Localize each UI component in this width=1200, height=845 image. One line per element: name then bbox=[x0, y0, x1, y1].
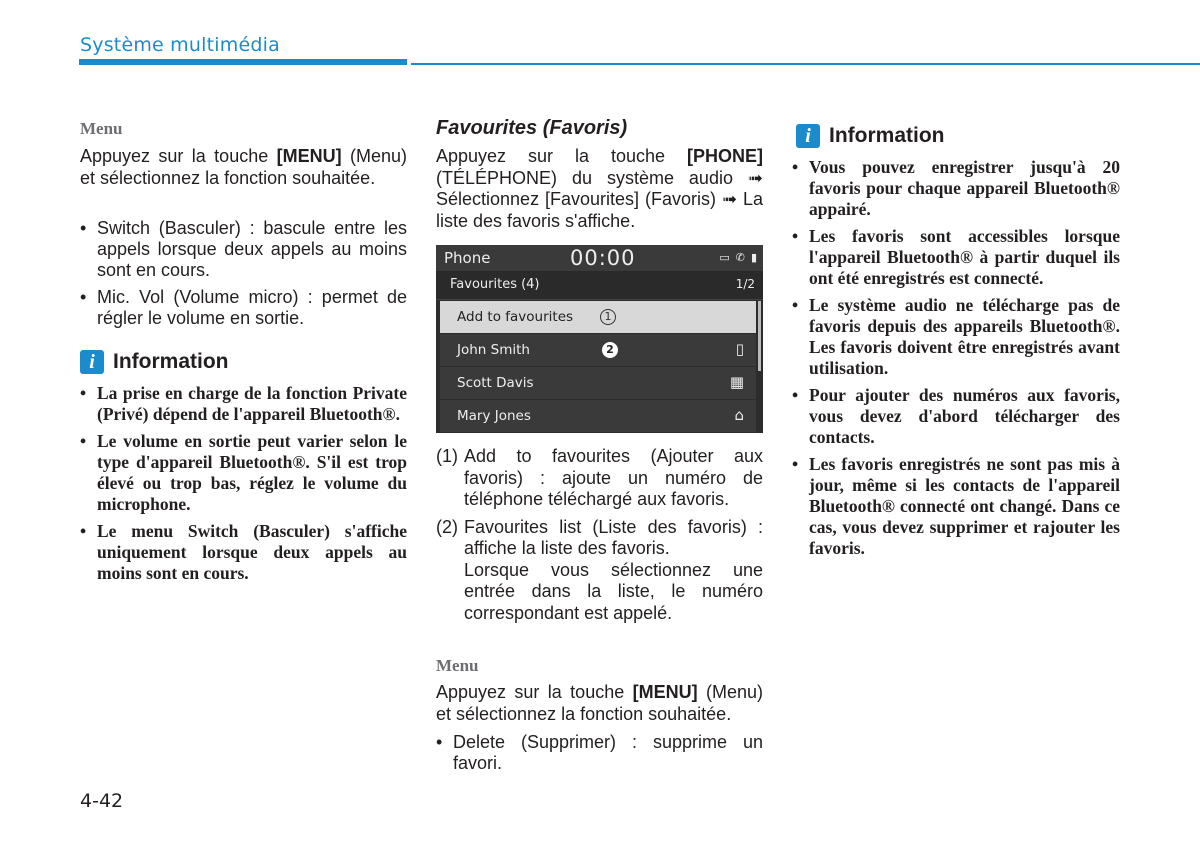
item-text-continued: Lorsque vous sélectionnez une entrée dans la liste, le numéro correspondant est appelé. bbox=[464, 559, 763, 623]
status-icons bbox=[719, 251, 757, 264]
favourites-title: Favourites (Favoris) bbox=[436, 117, 628, 139]
favourite-item-mary-jones[interactable] bbox=[440, 400, 756, 432]
office-building-icon: ▦ bbox=[729, 373, 744, 391]
list-item: • Delete (Supprimer) : supprime un favori. bbox=[436, 732, 763, 774]
info-icon: i bbox=[80, 350, 104, 374]
list-item: • Les favoris sont accessibles lorsque l'appareil Bluetooth® à partir duquel ils ont été enregistrés est connecté. bbox=[792, 226, 1120, 289]
list-item: • Le menu Switch (Basculer) s'affiche uniquement lorsque deux appels au moins sont en cours. bbox=[80, 521, 407, 584]
item-number: (2) bbox=[436, 516, 458, 537]
header-rule-thick bbox=[79, 59, 407, 65]
list-item: • Le volume en sortie peut varier selon le type d'appareil Bluetooth®. S'il est trop élevé ou trop bas, réglez le volume du microphone. bbox=[80, 431, 407, 515]
info-icon: i bbox=[796, 124, 820, 148]
row-label: Scott Davis bbox=[457, 375, 534, 391]
page-indicator: 1/2 bbox=[735, 277, 755, 291]
menu-bullets-2 bbox=[436, 732, 763, 780]
item-text: Add to favourites (Ajouter aux favoris) : ajoute un numéro de téléphone téléchargé aux favoris. bbox=[464, 446, 763, 509]
home-icon: ⌂ bbox=[734, 406, 744, 424]
battery-icon: ▭ bbox=[719, 251, 730, 264]
phone-screen bbox=[436, 245, 763, 433]
screen-top-bar bbox=[436, 245, 763, 271]
page-number: 4-42 bbox=[80, 790, 124, 812]
callout-2: 2 bbox=[602, 342, 618, 358]
list-item bbox=[436, 446, 763, 511]
info-bullets bbox=[80, 383, 407, 590]
page-header-title: Système multimédia bbox=[80, 34, 280, 56]
mobile-phone-icon: ▯ bbox=[735, 340, 744, 358]
list-item: • Mic. Vol (Volume micro) : permet de régler le volume en sortie. bbox=[80, 287, 407, 329]
favourite-item-john-smith[interactable] bbox=[440, 334, 756, 366]
add-to-favourites-item[interactable] bbox=[440, 301, 756, 333]
info-heading-2 bbox=[796, 124, 945, 148]
menu-heading-2: Menu bbox=[436, 656, 479, 675]
callout-1: 1 bbox=[600, 309, 616, 325]
list-item: • Pour ajouter des numéros aux favoris, vous devez d'abord télécharger des contacts. bbox=[792, 385, 1120, 448]
list-item bbox=[436, 517, 763, 625]
list-item: • Switch (Basculer) : bascule entre les appels lorsque deux appels au moins sont en cours. bbox=[80, 218, 407, 281]
favourites-intro: Appuyez sur la touche [PHONE] (TÉLÉPHONE) du système audio ➟ Sélectionnez [Favourites] (Favoris) ➟ La liste des favoris s'affiche. bbox=[436, 146, 763, 231]
row-label: Mary Jones bbox=[457, 408, 531, 424]
list-item: • Vous pouvez enregistrer jusqu'à 20 favoris pour chaque appareil Bluetooth® appairé. bbox=[792, 157, 1120, 220]
callout-descriptions bbox=[436, 446, 763, 630]
screen-list-header bbox=[436, 271, 763, 300]
row-label: John Smith bbox=[457, 342, 530, 358]
item-number: (1) bbox=[436, 446, 458, 466]
info-heading bbox=[80, 350, 229, 374]
scrollbar[interactable] bbox=[758, 301, 761, 371]
info-title: Information bbox=[829, 124, 945, 147]
list-item: • Le système audio ne télécharge pas de favoris depuis des appareils Bluetooth®. Les favoris doivent être enregistrés avant utilisation. bbox=[792, 295, 1120, 379]
screen-clock: 00:00 bbox=[570, 246, 636, 270]
screen-app-name: Phone bbox=[444, 249, 491, 267]
phone-signal-icon: ✆ bbox=[735, 251, 745, 264]
signal-icon: ▮ bbox=[750, 251, 757, 264]
menu-heading: Menu bbox=[80, 119, 123, 138]
list-item: • Les favoris enregistrés ne sont pas mis à jour, même si les contacts de l'appareil Bluetooth® connecté ont changé. Dans ce cas, vous devez supprimer et rajouter les favoris. bbox=[792, 454, 1120, 559]
list-item: • La prise en charge de la fonction Private (Privé) dépend de l'appareil Bluetooth®. bbox=[80, 383, 407, 425]
menu-bullets bbox=[80, 218, 407, 335]
info-bullets-2 bbox=[792, 157, 1120, 565]
favourite-item-scott-davis[interactable] bbox=[440, 367, 756, 399]
row-label: Add to favourites bbox=[457, 309, 574, 325]
menu-paragraph-2: Appuyez sur la touche [MENU] (Menu) et sélectionnez la fonction souhaitée. bbox=[436, 682, 763, 724]
header-rule-thin bbox=[411, 63, 1200, 65]
menu-paragraph: Appuyez sur la touche [MENU] (Menu) et sélectionnez la fonction souhaitée. bbox=[80, 146, 407, 188]
favourites-count-label: Favourites (4) bbox=[450, 277, 540, 292]
item-text: Favourites list (Liste des favoris) : affiche la liste des favoris. bbox=[464, 516, 763, 558]
info-title: Information bbox=[113, 350, 229, 373]
